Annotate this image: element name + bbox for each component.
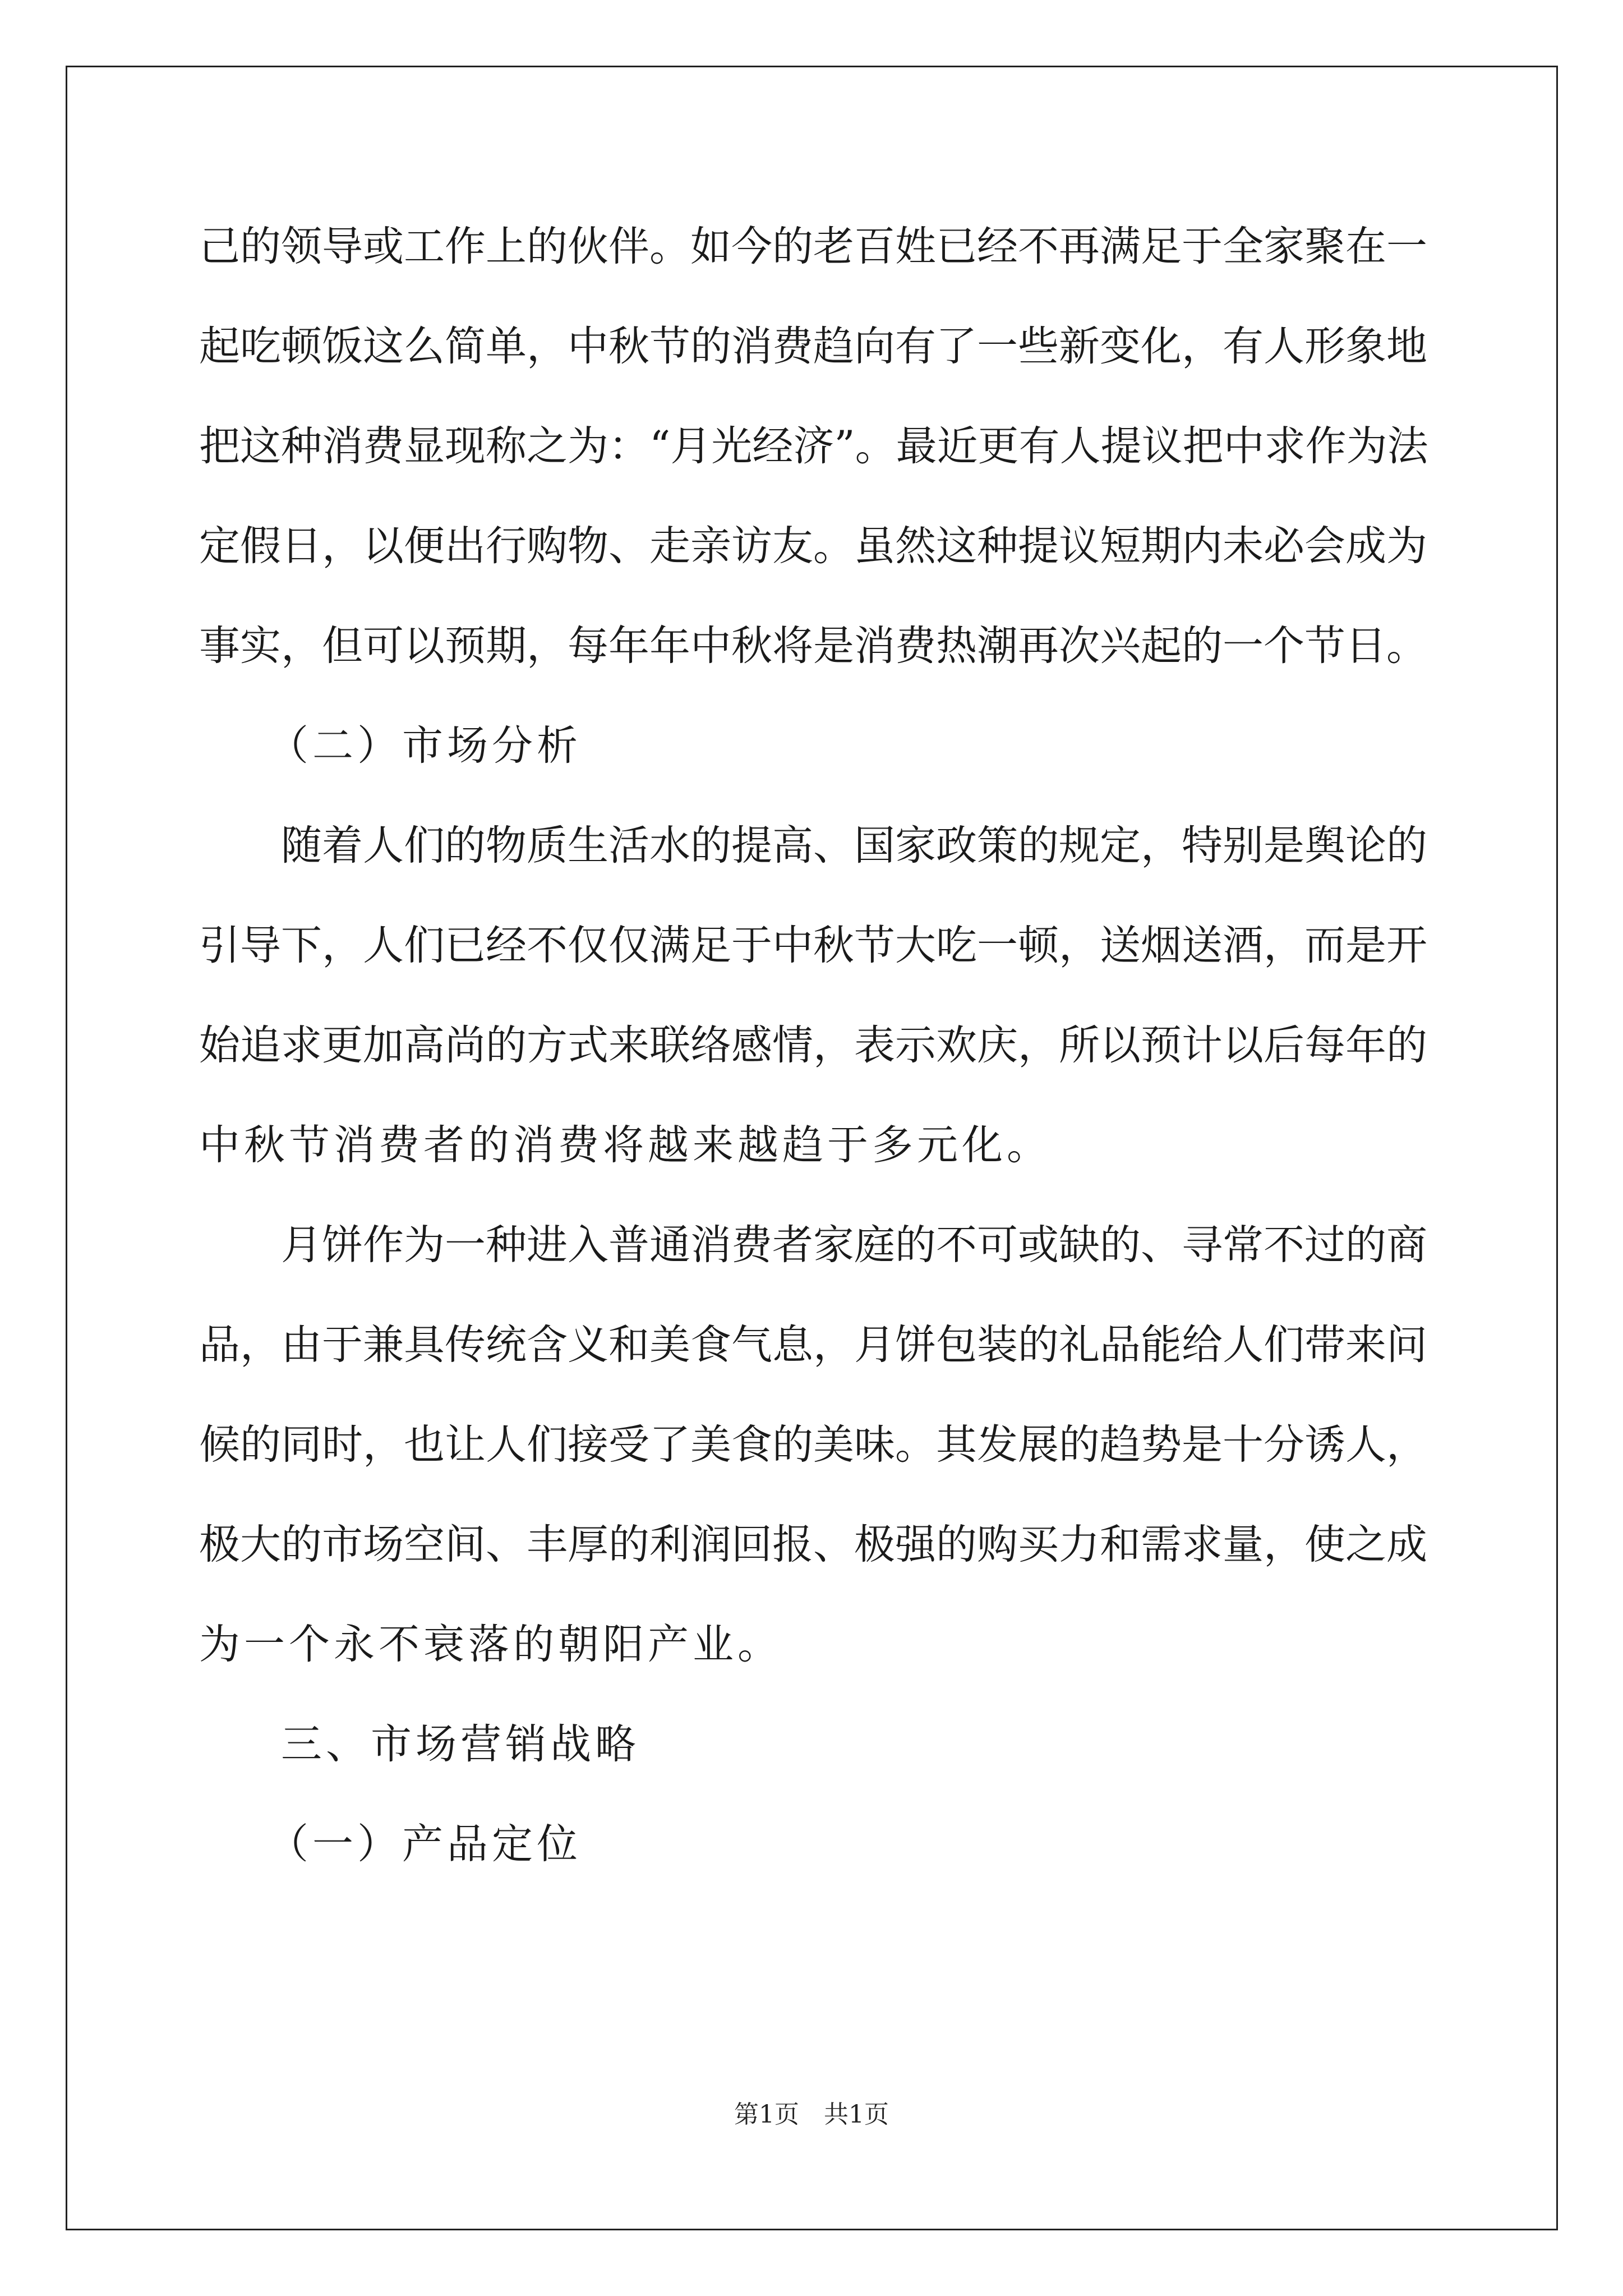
paragraph-line: 己的领导或工作上的伙伴。如今的老百姓已经不再满足于全家聚在一 xyxy=(199,223,1427,270)
paragraph-line: 月饼作为一种进入普通消费者家庭的不可或缺的、寻常不过的商 xyxy=(281,1221,1427,1269)
page-footer: 第1页 共1页 xyxy=(734,2100,889,2129)
paragraph-line: 引导下，人们已经不仅仅满足于中秋节大吃一顿，送烟送酒，而是开 xyxy=(199,922,1427,969)
paragraph-line: 定假日，以便出行购物、走亲访友。虽然这种提议短期内未必会成为 xyxy=(199,522,1427,570)
paragraph-line: 中秋节消费者的消费将越来越趋于多元化。 xyxy=(199,1121,1052,1169)
paragraph-line: 为一个永不衰落的朝阳产业。 xyxy=(199,1621,782,1668)
paragraph-line: 事实，但可以预期，每年年中秋将是消费热潮再次兴起的一个节日。 xyxy=(199,622,1427,670)
paragraph-line: 极大的市场空间、丰厚的利润回报、极强的购买力和需求量，使之成 xyxy=(199,1521,1427,1568)
section-heading-market-analysis: （二）市场分析 xyxy=(268,722,582,770)
paragraph-line: 始追求更加高尚的方式来联络感情，表示欢庆，所以预计以后每年的 xyxy=(199,1022,1427,1069)
paragraph-line: 把这种消费显现称之为：“月光经济”。最近更有人提议把中求作为法 xyxy=(199,422,1428,470)
paragraph-line: 候的同时，也让人们接受了美食的美味。其发展的趋势是十分诱人， xyxy=(199,1421,1427,1469)
paragraph-line: 随着人们的物质生活水的提高、国家政策的规定，特别是舆论的 xyxy=(281,822,1427,869)
paragraph-line: 起吃顿饭这么简单，中秋节的消费趋向有了一些新变化，有人形象地 xyxy=(199,323,1427,370)
section-heading-marketing-strategy: 三、市场营销战略 xyxy=(281,1720,640,1768)
section-heading-product-positioning: （一）产品定位 xyxy=(268,1820,582,1868)
paragraph-line: 品，由于兼具传统含义和美食气息，月饼包装的礼品能给人们带来问 xyxy=(199,1321,1427,1369)
